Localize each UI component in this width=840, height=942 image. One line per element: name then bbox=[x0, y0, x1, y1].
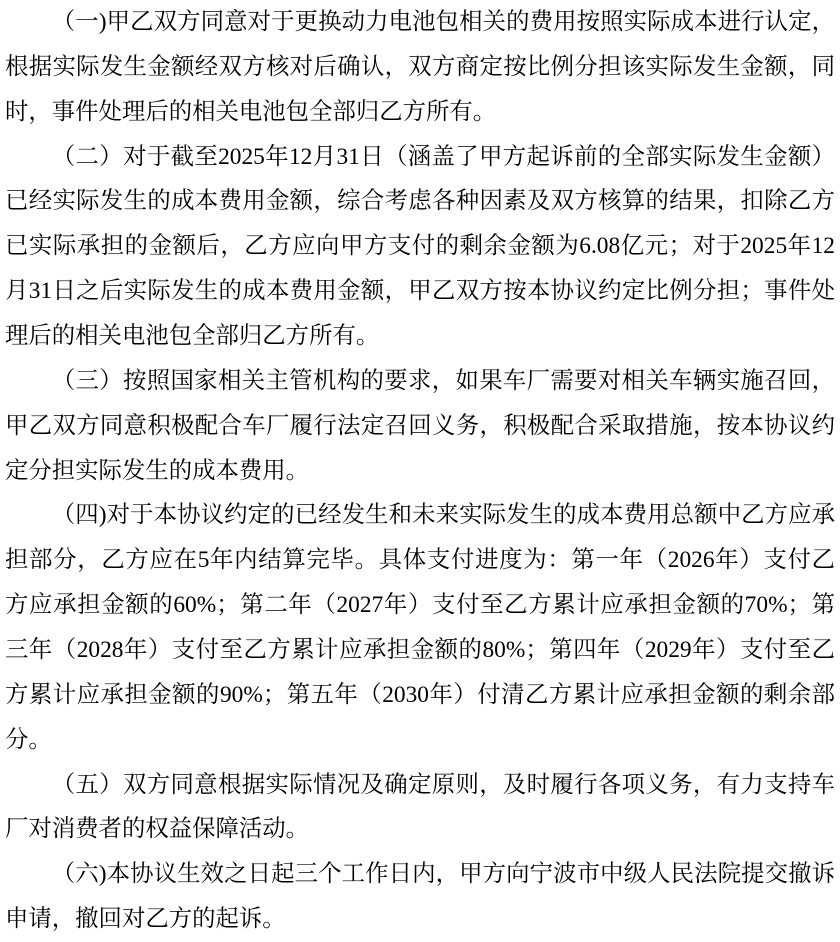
clause-paragraph-1: （一)甲乙双方同意对于更换动力电池包相关的费用按照实际成本进行认定，根据实际发生金额经双方核对后确认，双方商定按比例分担该实际发生金额，同时，事件处理后的相关电池包全部归乙方所有。 bbox=[5, 9, 835, 125]
clause-paragraph-2: （二）对于截至2025年12月31日（涵盖了甲方起诉前的全部实际发生金额）已经实际发生的成本费用金额，综合考虑各种因素及双方核算的结果，扣除乙方已实际承担的金额后，乙方应向甲方支付的剩余金额为6.08亿元；对于2025年12月31日之后实际发生的成本费用金额，甲乙双方按本协议约定比例分担；事件处理后的相关电池包全部归乙方所有。 bbox=[5, 143, 835, 350]
clause-paragraph-6: （六)本协议生效之日起三个工作日内，甲方向宁波市中级人民法院提交撤诉申请，撤回对乙方的起诉。 bbox=[5, 861, 835, 933]
clause-paragraph-3: （三）按照国家相关主管机构的要求，如果车厂需要对相关车辆实施召回，甲乙双方同意积极配合车厂履行法定召回义务，积极配合采取措施，按本协议约定分担实际发生的成本费用。 bbox=[5, 367, 835, 484]
clause-paragraph-4: （四)对于本协议约定的已经发生和未来实际发生的成本费用总额中乙方应承担部分，乙方应在5年内结算完毕。具体支付进度为：第一年（2026年）支付乙方应承担金额的60%；第二年（2027年）支付至乙方累计应承担金额的70%；第三年（2028年）支付至乙方累计应承担金额的80%；第四年（2029年）支付至乙方累计应承担金额的90%；第五年（2030年）付清乙方累计应承担金额的剩余部分。 bbox=[5, 502, 835, 753]
clause-paragraph-5: （五）双方同意根据实际情况及确定原则，及时履行各项义务，有力支持车厂对消费者的权益保障活动。 bbox=[5, 771, 835, 843]
